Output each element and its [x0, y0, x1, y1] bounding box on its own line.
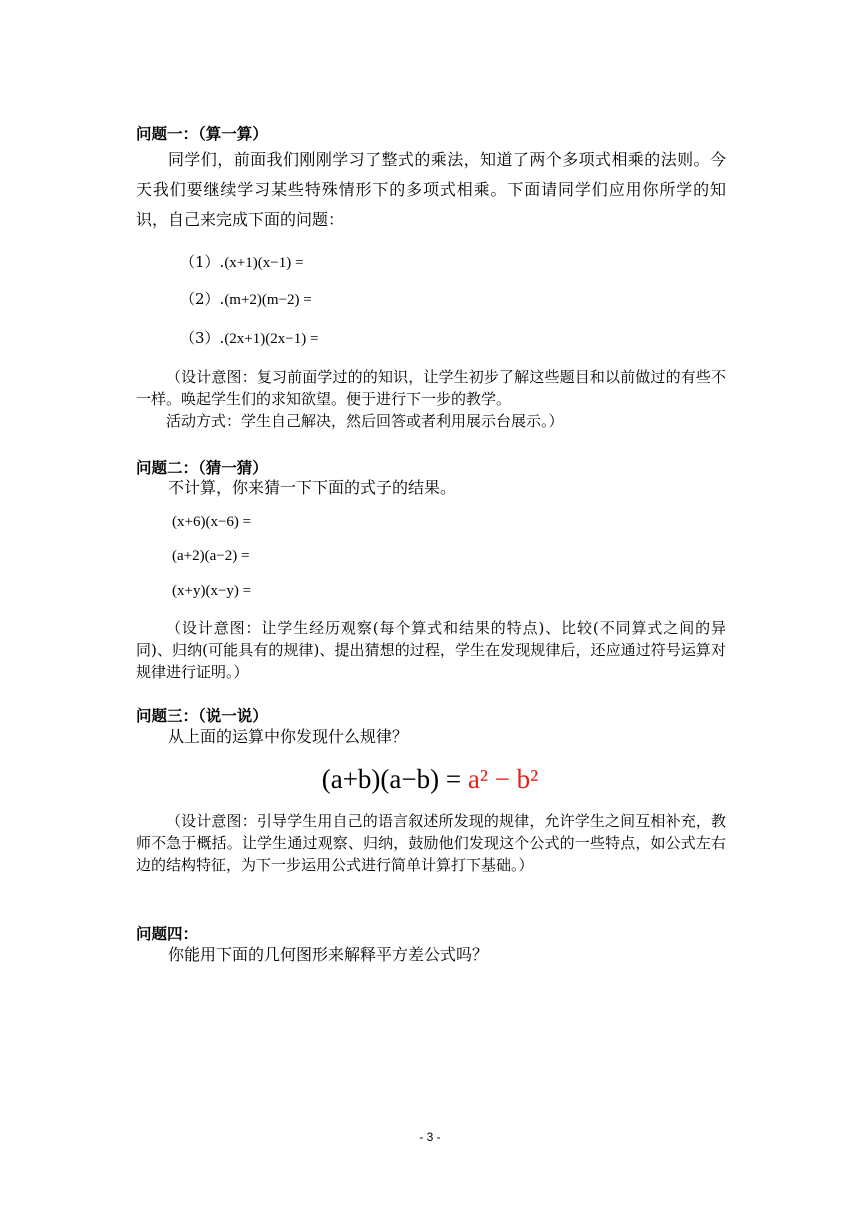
- q1-item-3: [180, 328, 318, 349]
- q2-title: 问题二：（猜一猜）: [136, 459, 268, 477]
- q3-intent: （设计意图：引导学生用自己的语言叙述所发现的规律，允许学生之间互相补充，教师不急于概括。让学生通过观察、归纳，鼓励他们发现这个公式的一些特点，如公式左右边的结构特征，为下一步运用公式进行简单计算打下基础。）: [136, 812, 726, 874]
- q1-item-2: [180, 289, 312, 310]
- q1-activity: 活动方式：学生自己解决，然后回答或者利用展示台展示。）: [166, 412, 564, 430]
- q1-intent: （设计意图：复习前面学过的的知识，让学生初步了解这些题目和以前做过的有些不一样。唤起学生们的求知欲望。便于进行下一步的教学。: [136, 368, 726, 408]
- q1-item-1: [180, 252, 303, 273]
- q2-intent: （设计意图：让学生经历观察(每个算式和结果的特点)、比较(不同算式之间的异同)、归纳(可能具有的规律)、提出猜想的过程，学生在发现规律后，还应通过符号运算对规律进行证明。）: [136, 619, 726, 681]
- difference-of-squares-formula: [0, 762, 860, 796]
- q1-item-1-label: （1）.: [180, 253, 225, 271]
- q2-intro: 不计算，你来猜一下下面的式子的结果。: [168, 478, 457, 497]
- q1-item-3-label: （3）.: [180, 329, 225, 347]
- formula-lhs: (a+b)(a−b) =: [321, 764, 462, 794]
- q1-item-1-expr: (x+1)(x−1) =: [224, 255, 304, 271]
- q2-item-1: (x+6)(x−6) =: [172, 514, 252, 530]
- q2-item-2: (a+2)(a−2) =: [172, 548, 250, 564]
- q4-title: 问题四：: [136, 925, 199, 943]
- q1-intro: 同学们，前面我们刚刚学习了整式的乘法，知道了两个多项式相乘的法则。今天我们要继续学习某些特殊情形下的多项式相乘。下面请同学们应用你所学的知识，自己来完成下面的问题：: [136, 150, 726, 229]
- q1-title: 问题一：（算一算）: [136, 125, 268, 143]
- q2-item-3: (x+y)(x−y) =: [172, 583, 252, 599]
- q1-item-3-expr: (2x+1)(2x−1) =: [224, 331, 319, 347]
- q3-intro: 从上面的运算中你发现什么规律？: [168, 727, 409, 746]
- q4-intro: 你能用下面的几何图形来解释平方差公式吗？: [168, 945, 489, 964]
- q1-item-2-label: （2）.: [180, 290, 225, 308]
- q3-title: 问题三：（说一说）: [136, 707, 268, 725]
- page-number: - 3 -: [419, 1130, 441, 1144]
- q1-item-2-expr: (m+2)(m−2) =: [224, 292, 312, 308]
- formula-rhs: a² − b²: [467, 764, 539, 794]
